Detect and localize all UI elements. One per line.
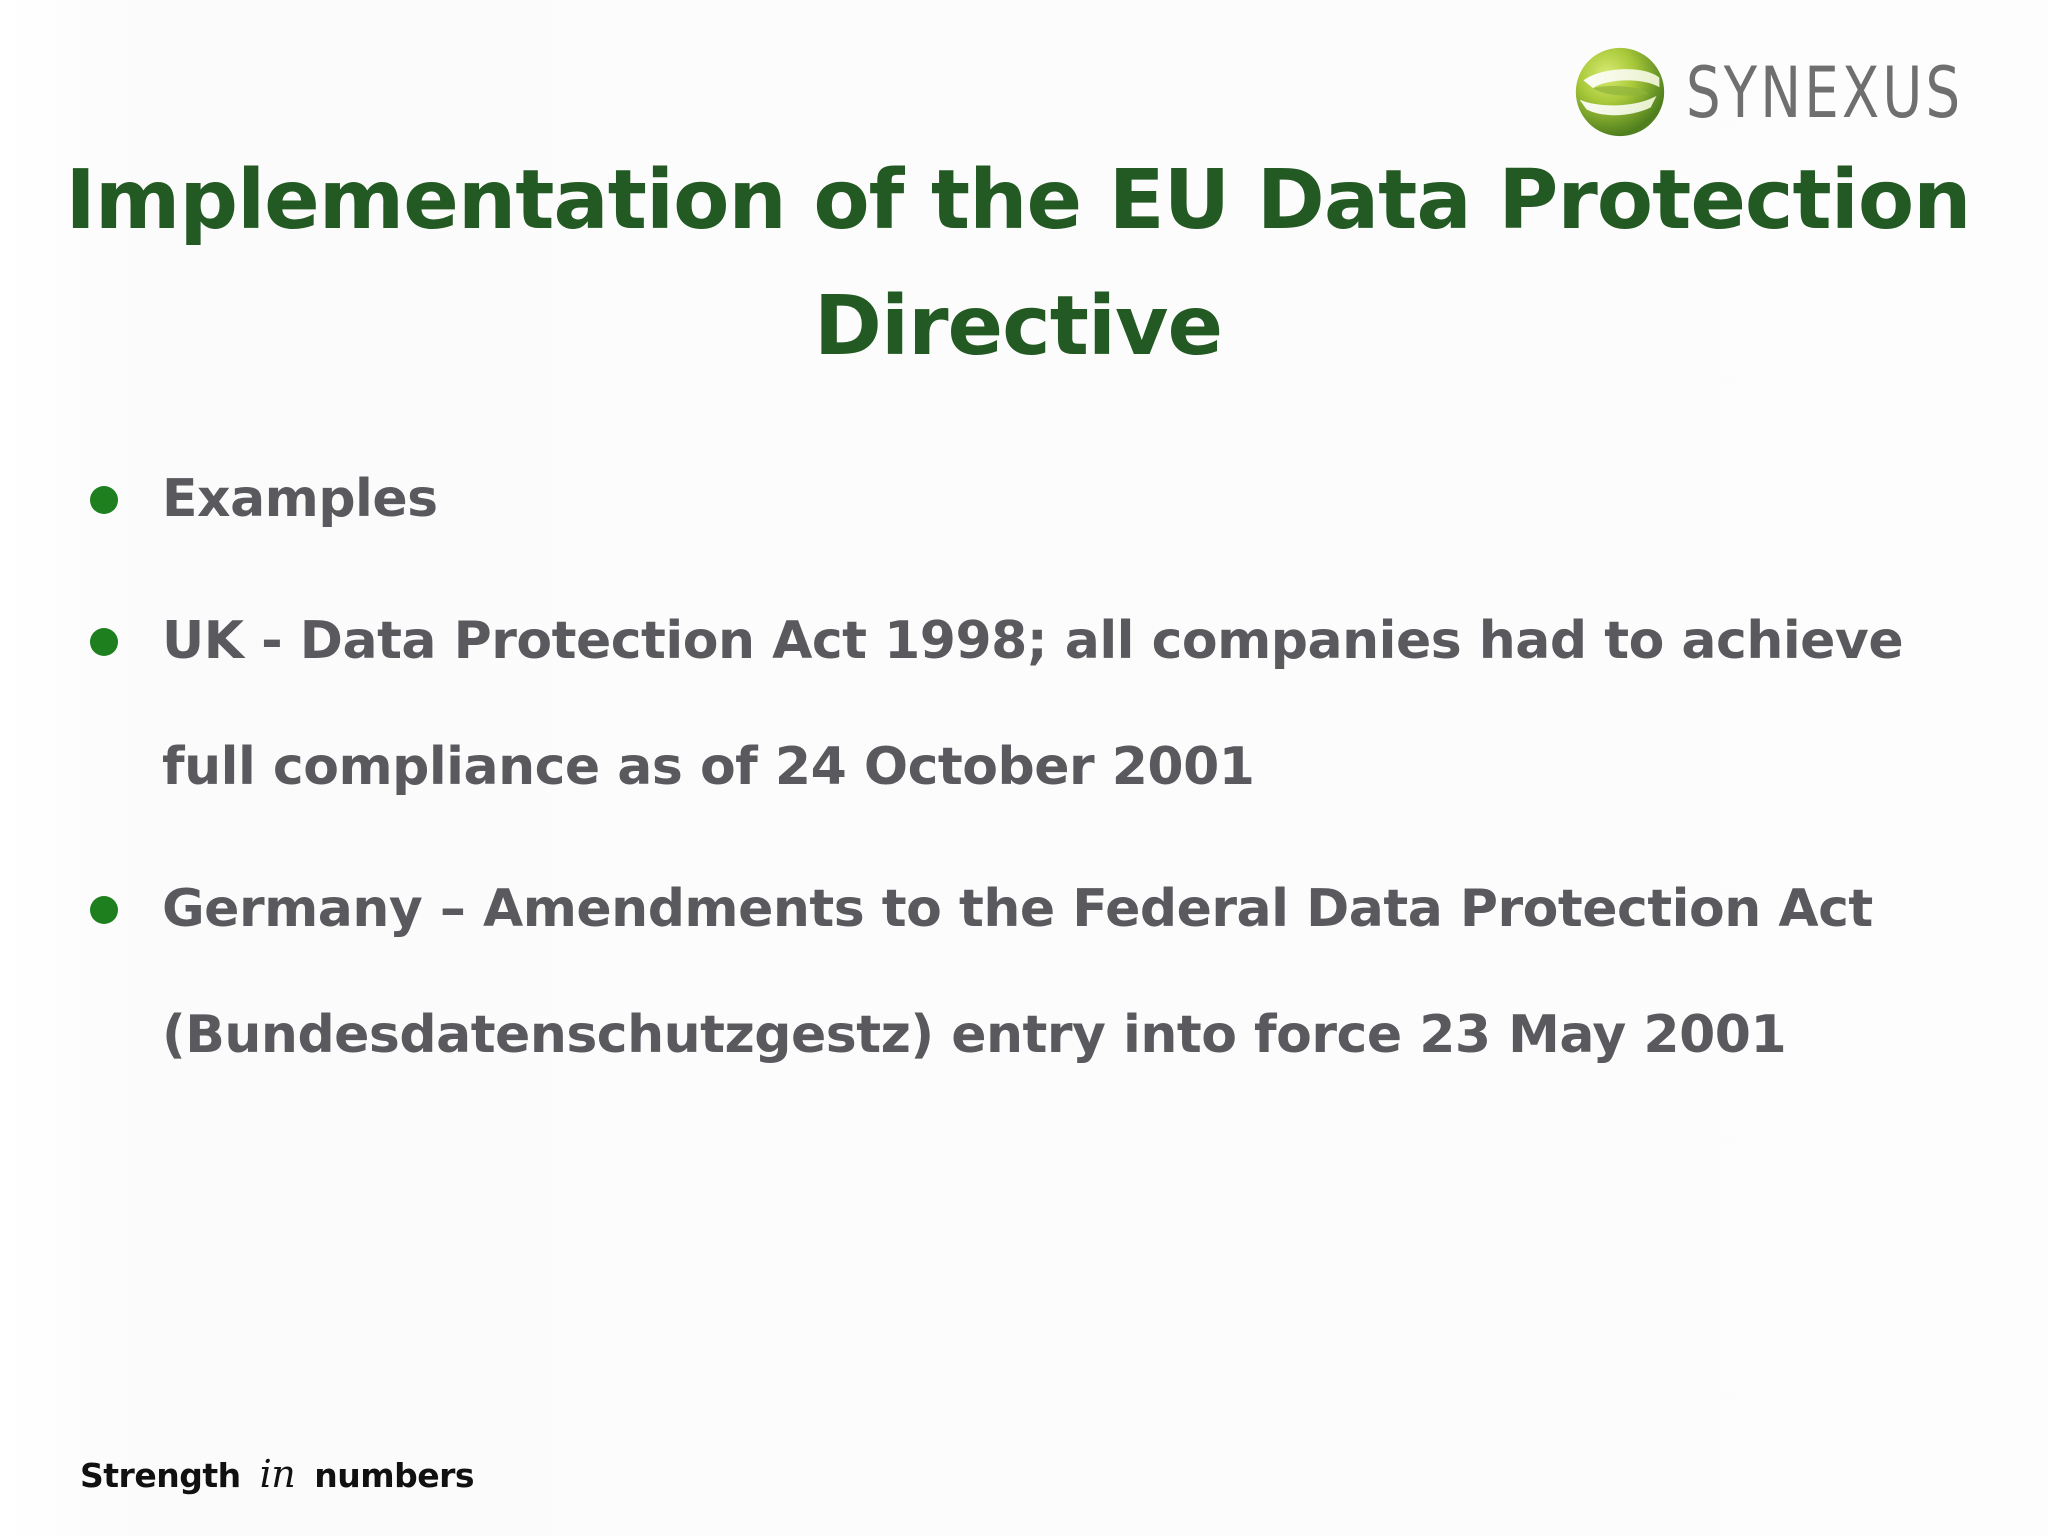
tagline-word-strength: Strength <box>80 1456 241 1495</box>
slide-title: Implementation of the EU Data Protection Directive <box>65 153 1971 374</box>
tagline-word-in: in <box>259 1452 296 1496</box>
bullet-item-germany <box>86 846 1946 1098</box>
synexus-sphere-logo-icon <box>1572 44 1668 140</box>
company-logo <box>1572 44 1972 144</box>
bullet-icon <box>90 628 118 656</box>
bullet-icon <box>90 486 118 514</box>
bullet-text: Examples <box>162 469 438 529</box>
tagline-word-numbers: numbers <box>314 1456 475 1495</box>
footer-tagline <box>80 1452 474 1498</box>
bullet-item-examples <box>86 436 1946 562</box>
bullet-icon <box>90 896 118 924</box>
bullet-text: UK - Data Protection Act 1998; all companies had to achieve full compliance as of 24 October 2001 <box>162 611 1904 797</box>
bullet-item-uk <box>86 578 1946 830</box>
company-wordmark: SYNEXUS <box>1686 52 1964 134</box>
bullet-list <box>86 436 1946 1114</box>
bullet-text: Germany – Amendments to the Federal Data Protection Act (Bundesdatenschutzgestz) entry into force 23 May 2001 <box>162 879 1873 1065</box>
